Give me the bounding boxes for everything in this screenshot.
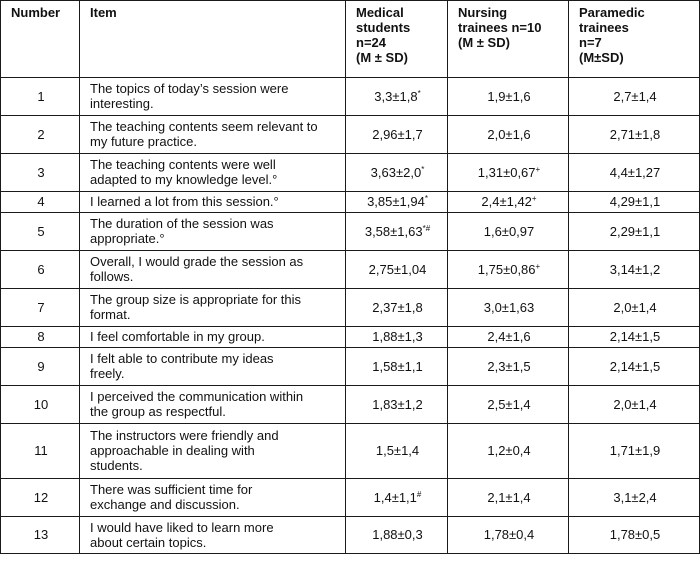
table-row bbox=[1, 424, 700, 479]
paramedic-trainees-cell bbox=[569, 517, 700, 554]
row-item-line: The duration of the session was bbox=[90, 216, 274, 231]
paramedic-trainees-cell bbox=[569, 386, 700, 424]
row-item bbox=[80, 154, 346, 192]
nursing-trainees-cell bbox=[448, 424, 569, 479]
paramedic-trainees-cell bbox=[569, 154, 700, 192]
medical-students-cell bbox=[346, 154, 448, 192]
nursing-trainees-cell-value: 2,4±1,6 bbox=[487, 329, 531, 344]
paramedic-trainees-cell-value: 2,14±1,5 bbox=[609, 329, 661, 344]
row-item-line: The instructors were friendly and bbox=[90, 428, 279, 443]
row-number: 2 bbox=[1, 116, 80, 154]
row-number: 7 bbox=[1, 289, 80, 327]
nursing-trainees-cell bbox=[448, 386, 569, 424]
table-row bbox=[1, 289, 700, 327]
paramedic-trainees-cell bbox=[569, 78, 700, 116]
row-item bbox=[80, 289, 346, 327]
medical-students-cell-value: 1,88±1,3 bbox=[372, 329, 423, 344]
significance-marker: + bbox=[531, 194, 537, 203]
nursing-trainees-cell-value: 1,78±0,4 bbox=[483, 527, 535, 542]
header-medical-students: Medical students n=24 (M ± SD) bbox=[346, 1, 448, 78]
medical-students-cell-value: 3,63±2,0 bbox=[370, 164, 422, 180]
paramedic-trainees-cell-value: 4,29±1,1 bbox=[609, 194, 661, 209]
nursing-trainees-cell-value: 2,3±1,5 bbox=[487, 358, 531, 374]
row-item bbox=[80, 348, 346, 386]
row-item bbox=[80, 116, 346, 154]
nursing-trainees-cell-value: 1,6±0,97 bbox=[483, 223, 535, 239]
nursing-trainees-cell-value: 1,31±0,67 bbox=[477, 164, 536, 180]
row-number: 9 bbox=[1, 348, 80, 386]
paramedic-trainees-cell-value: 1,71±1,9 bbox=[609, 443, 661, 458]
paramedic-trainees-cell bbox=[569, 213, 700, 251]
row-number: 3 bbox=[1, 154, 80, 192]
medical-students-cell-value: 1,83±1,2 bbox=[372, 396, 423, 412]
medical-students-cell-value: 1,4±1,1 bbox=[373, 489, 417, 505]
row-item-line: the group as respectful. bbox=[90, 404, 226, 419]
row-item bbox=[80, 479, 346, 517]
row-number: 13 bbox=[1, 517, 80, 554]
row-number: 6 bbox=[1, 251, 80, 289]
medical-students-cell-value: 2,37±1,8 bbox=[372, 299, 423, 315]
paramedic-trainees-cell bbox=[569, 348, 700, 386]
nursing-trainees-cell bbox=[448, 154, 569, 192]
row-item-line: freely. bbox=[90, 366, 125, 381]
nursing-trainees-cell-value: 2,4±1,42 bbox=[481, 194, 532, 209]
medical-students-cell bbox=[346, 192, 448, 213]
row-item-line: The teaching contents were well bbox=[90, 157, 276, 172]
header-nursing-trainees: Nursing trainees n=10 (M ± SD) bbox=[448, 1, 569, 78]
medical-students-cell-value: 2,96±1,7 bbox=[372, 126, 423, 142]
row-item-line: exchange and discussion. bbox=[90, 497, 240, 512]
nursing-trainees-cell bbox=[448, 78, 569, 116]
table-row bbox=[1, 386, 700, 424]
row-item-line: The group size is appropriate for this bbox=[90, 292, 301, 307]
medical-students-cell-value: 1,58±1,1 bbox=[372, 358, 423, 374]
medical-students-cell bbox=[346, 386, 448, 424]
table-row bbox=[1, 251, 700, 289]
row-item-line: about certain topics. bbox=[90, 534, 207, 550]
significance-marker: # bbox=[416, 489, 422, 499]
row-item-line: format. bbox=[90, 307, 131, 322]
paramedic-trainees-cell bbox=[569, 192, 700, 213]
medical-students-cell-value: 1,88±0,3 bbox=[372, 527, 423, 542]
nursing-trainees-cell bbox=[448, 348, 569, 386]
row-item-line: I perceived the communication within bbox=[90, 389, 304, 404]
row-number: 4 bbox=[1, 192, 80, 213]
table-row bbox=[1, 154, 700, 192]
medical-students-cell bbox=[346, 251, 448, 289]
row-item bbox=[80, 192, 346, 213]
table-row bbox=[1, 479, 700, 517]
medical-students-cell bbox=[346, 78, 448, 116]
paramedic-trainees-cell-value: 3,1±2,4 bbox=[613, 489, 657, 505]
row-item-line: Overall, I would grade the session as bbox=[90, 254, 304, 269]
row-item-line: interesting. bbox=[90, 96, 154, 111]
medical-students-cell bbox=[346, 424, 448, 479]
row-item bbox=[80, 517, 346, 554]
paramedic-trainees-cell bbox=[569, 116, 700, 154]
paramedic-trainees-cell-value: 2,14±1,5 bbox=[609, 358, 661, 374]
nursing-trainees-cell bbox=[448, 479, 569, 517]
significance-marker: *# bbox=[422, 223, 431, 233]
nursing-trainees-cell-value: 2,5±1,4 bbox=[487, 396, 531, 412]
row-number: 12 bbox=[1, 479, 80, 517]
paramedic-trainees-cell-value: 2,71±1,8 bbox=[609, 126, 661, 142]
row-item bbox=[80, 424, 346, 479]
medical-students-cell-value: 3,3±1,8 bbox=[374, 88, 418, 104]
table-row bbox=[1, 327, 700, 348]
nursing-trainees-cell-value: 2,1±1,4 bbox=[487, 489, 531, 505]
medical-students-cell bbox=[346, 517, 448, 554]
nursing-trainees-cell-value: 1,75±0,86 bbox=[477, 261, 536, 277]
paramedic-trainees-cell-value: 2,7±1,4 bbox=[613, 88, 657, 104]
nursing-trainees-cell bbox=[448, 116, 569, 154]
significance-marker: + bbox=[535, 164, 541, 174]
nursing-trainees-cell-value: 3,0±1,63 bbox=[483, 299, 535, 315]
nursing-trainees-cell bbox=[448, 251, 569, 289]
paramedic-trainees-cell-value: 2,29±1,1 bbox=[609, 223, 661, 239]
header-row bbox=[1, 1, 700, 78]
significance-marker: * bbox=[424, 194, 428, 203]
nursing-trainees-cell bbox=[448, 327, 569, 348]
paramedic-trainees-cell-value: 3,14±1,2 bbox=[609, 261, 661, 277]
medical-students-cell bbox=[346, 289, 448, 327]
medical-students-cell-value: 3,58±1,63 bbox=[364, 223, 423, 239]
paramedic-trainees-cell-value: 1,78±0,5 bbox=[609, 527, 661, 542]
row-item-line: approachable in dealing with bbox=[90, 443, 255, 458]
row-item bbox=[80, 386, 346, 424]
medical-students-cell-value: 2,75±1,04 bbox=[368, 261, 427, 277]
row-item-line: I learned a lot from this session.° bbox=[90, 194, 279, 209]
row-item-line: students. bbox=[90, 458, 143, 473]
row-item-line: The teaching contents seem relevant to bbox=[90, 119, 318, 134]
table-row bbox=[1, 517, 700, 554]
row-item-line: The topics of today’s session were bbox=[90, 81, 289, 96]
header-number: Number bbox=[1, 1, 80, 78]
medical-students-cell bbox=[346, 213, 448, 251]
row-number: 11 bbox=[1, 424, 80, 479]
table-row bbox=[1, 213, 700, 251]
row-item bbox=[80, 78, 346, 116]
row-item bbox=[80, 327, 346, 348]
medical-students-cell bbox=[346, 348, 448, 386]
row-item bbox=[80, 251, 346, 289]
nursing-trainees-cell bbox=[448, 213, 569, 251]
nursing-trainees-cell bbox=[448, 192, 569, 213]
row-item-line: I would have liked to learn more bbox=[90, 519, 274, 535]
table-row bbox=[1, 78, 700, 116]
header-paramedic-trainees: Paramedic trainees n=7 (M±SD) bbox=[569, 1, 700, 78]
paramedic-trainees-cell bbox=[569, 327, 700, 348]
paramedic-trainees-cell-value: 4,4±1,27 bbox=[609, 164, 661, 180]
paramedic-trainees-cell bbox=[569, 251, 700, 289]
row-item-line: adapted to my knowledge level.° bbox=[90, 172, 278, 187]
table-row bbox=[1, 192, 700, 213]
row-item-line: appropriate.° bbox=[90, 231, 165, 246]
nursing-trainees-cell-value: 1,9±1,6 bbox=[487, 88, 531, 104]
row-item-line: I feel comfortable in my group. bbox=[90, 329, 265, 344]
row-number: 1 bbox=[1, 78, 80, 116]
row-item bbox=[80, 213, 346, 251]
row-item-line: I felt able to contribute my ideas bbox=[90, 351, 274, 366]
medical-students-cell bbox=[346, 327, 448, 348]
medical-students-cell bbox=[346, 116, 448, 154]
row-number: 8 bbox=[1, 327, 80, 348]
row-number: 5 bbox=[1, 213, 80, 251]
nursing-trainees-cell bbox=[448, 517, 569, 554]
row-item-line: my future practice. bbox=[90, 134, 197, 149]
significance-marker: * bbox=[417, 88, 421, 98]
paramedic-trainees-cell bbox=[569, 424, 700, 479]
row-item-line: follows. bbox=[90, 269, 134, 284]
table-row bbox=[1, 116, 700, 154]
nursing-trainees-cell-value: 1,2±0,4 bbox=[487, 443, 531, 458]
significance-marker: * bbox=[421, 164, 425, 174]
medical-students-cell-value: 3,85±1,94 bbox=[367, 194, 425, 209]
header-item: Item bbox=[80, 1, 346, 78]
table-row bbox=[1, 348, 700, 386]
medical-students-cell-value: 1,5±1,4 bbox=[375, 443, 420, 458]
significance-marker: + bbox=[535, 261, 541, 271]
row-number: 10 bbox=[1, 386, 80, 424]
paramedic-trainees-cell bbox=[569, 479, 700, 517]
nursing-trainees-cell-value: 2,0±1,6 bbox=[487, 126, 531, 142]
paramedic-trainees-cell-value: 2,0±1,4 bbox=[613, 299, 657, 315]
medical-students-cell bbox=[346, 479, 448, 517]
nursing-trainees-cell bbox=[448, 289, 569, 327]
row-item-line: There was sufficient time for bbox=[90, 482, 253, 497]
paramedic-trainees-cell-value: 2,0±1,4 bbox=[613, 396, 657, 412]
paramedic-trainees-cell bbox=[569, 289, 700, 327]
